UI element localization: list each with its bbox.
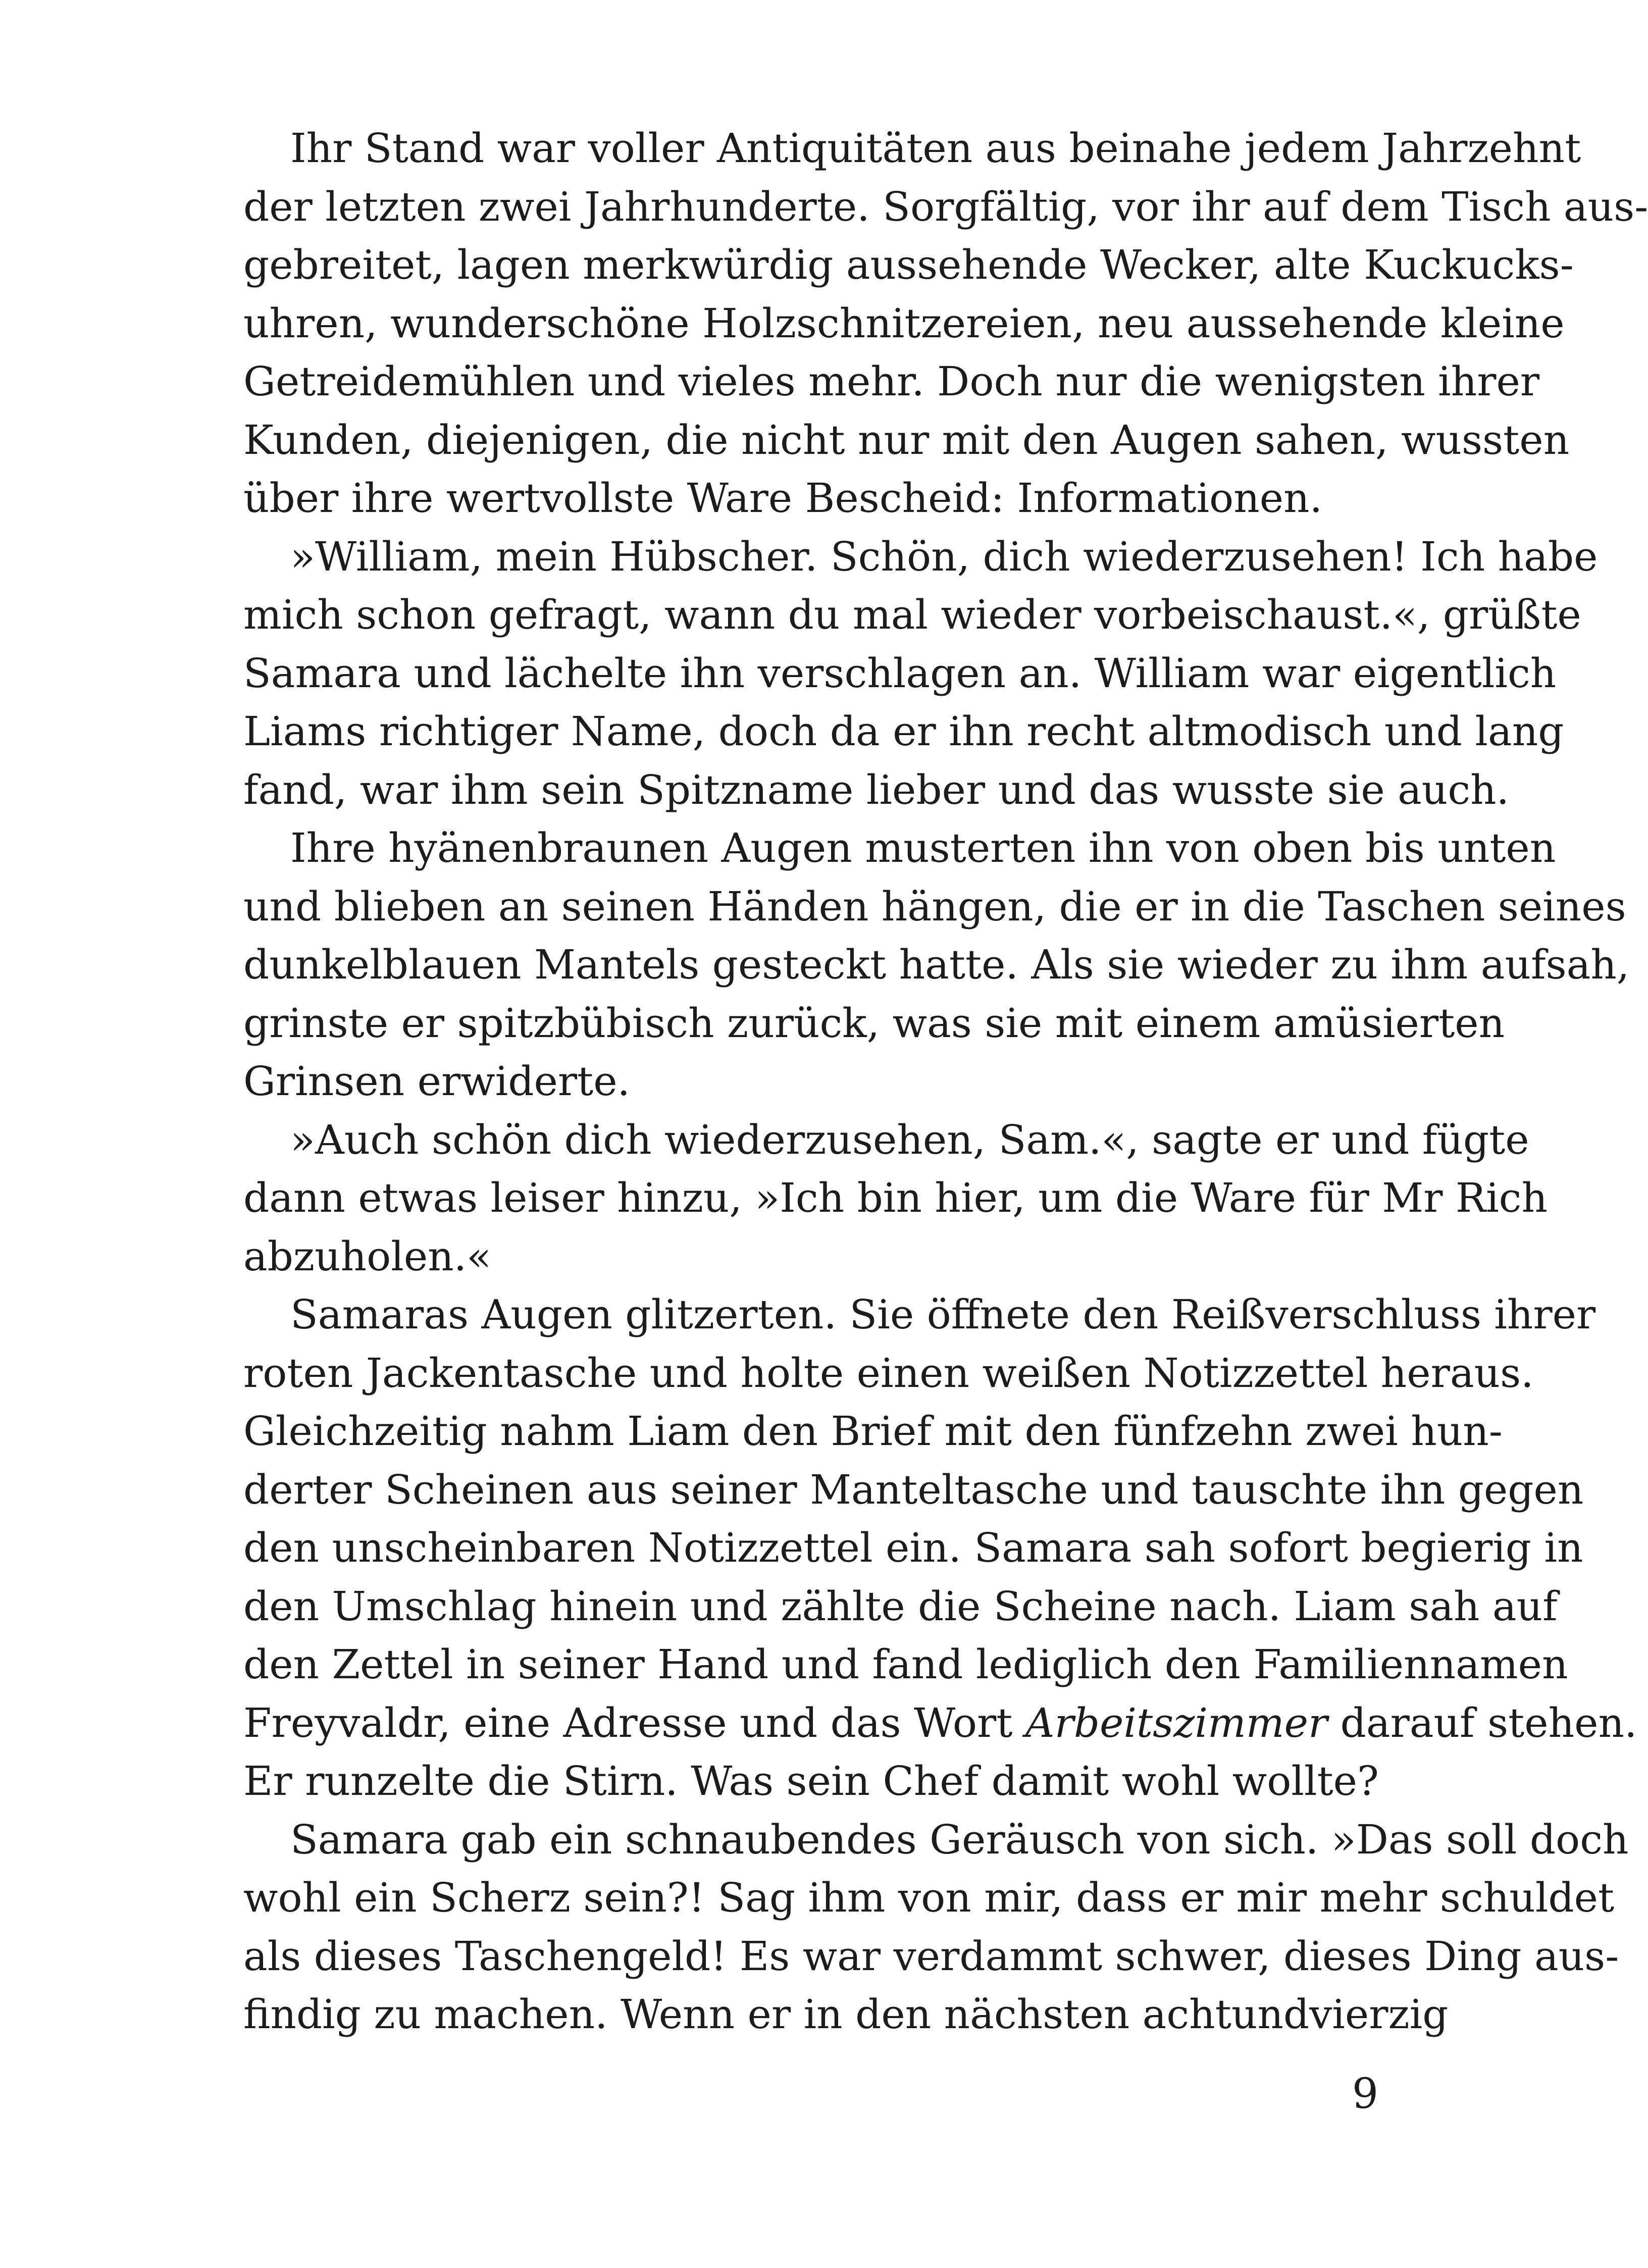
text-segment: Freyvaldr, eine Adresse und das Wort [243, 1699, 1025, 1746]
text-line: Samara und lächelte ihn verschlagen an. William war eigentlich [243, 649, 1557, 697]
text-line: mich schon gefragt, wann du mal wieder vorbeischaust.«, grüßte [243, 591, 1581, 638]
text-line: uhren, wunderschöne Holzschnitzereien, neu aussehende kleine [243, 299, 1565, 347]
text-line: »William, mein Hübscher. Schön, dich wiederzusehen! Ich habe [290, 533, 1598, 580]
text-line: als dieses Taschengeld! Es war verdammt schwer, dieses Ding aus- [243, 1932, 1619, 1980]
text-line: über ihre wertvollste Ware Bescheid: Informationen. [243, 475, 1323, 522]
paragraph-1 [243, 119, 1648, 528]
paragraph-2 [243, 528, 1598, 819]
text-line: Kunden, diejenigen, die nicht nur mit den Augen sahen, wussten [243, 416, 1570, 463]
text-line: fand, war ihm sein Spitzname lieber und das wusste sie auch. [243, 766, 1510, 813]
text-line: den Umschlag hinein und zählte die Scheine nach. Liam sah auf [243, 1582, 1558, 1630]
paragraph-4 [243, 1111, 1548, 1286]
text-line: Samaras Augen glitzerten. Sie öffnete den Reißverschluss ihrer [290, 1291, 1596, 1338]
text-line-with-italic [243, 1694, 1637, 1752]
text-line: grinste er spitzbübisch zurück, was sie mit einem amüsierten [243, 999, 1505, 1047]
page-number: 9 [1352, 2070, 1378, 2118]
text-line: findig zu machen. Wenn er in den nächsten achtundvierzig [243, 1991, 1449, 2038]
text-line: der letzten zwei Jahrhunderte. Sorgfältig, vor ihr auf dem Tisch aus- [243, 183, 1648, 230]
text-segment: darauf stehen. [1327, 1699, 1637, 1746]
text-line: den unscheinbaren Notizzettel ein. Samara sah sofort begierig in [243, 1524, 1583, 1571]
text-line: Grinsen erwiderte. [243, 1058, 630, 1105]
text-line: Ihre hyänenbraunen Augen musterten ihn von oben bis unten [290, 824, 1556, 871]
text-line: Ihr Stand war voller Antiquitäten aus beinahe jedem Jahrzehnt [290, 125, 1581, 172]
paragraph-5 [243, 1285, 1637, 1811]
text-line: roten Jackentasche und holte einen weißen Notizzettel heraus. [243, 1349, 1534, 1397]
paragraph-6 [243, 1811, 1629, 2044]
text-line: Getreidemühlen und vieles mehr. Doch nur die wenigsten ihrer [243, 358, 1540, 405]
text-line: Gleichzeitig nahm Liam den Brief mit den fünfzehn zwei hun- [243, 1408, 1503, 1455]
text-line: dunkelblauen Mantels gesteckt hatte. Als sie wieder zu ihm aufsah, [243, 941, 1630, 988]
text-line: derter Scheinen aus seiner Manteltasche und tauschte ihn gegen [243, 1466, 1584, 1513]
paragraph-3 [243, 819, 1630, 1111]
text-line: abzuholen.« [243, 1232, 492, 1280]
text-line: Samara gab ein schnaubendes Geräusch von sich. »Das soll doch [290, 1816, 1629, 1863]
text-line: wohl ein Scherz sein?! Sag ihm von mir, dass er mir mehr schuldet [243, 1874, 1615, 1921]
body-text [243, 119, 1648, 2044]
text-line: Er runzelte die Stirn. Was sein Chef damit wohl wollte? [243, 1758, 1379, 1805]
text-line: den Zettel in seiner Hand und fand lediglich den Familiennamen [243, 1641, 1568, 1688]
text-line: »Auch schön dich wiederzusehen, Sam.«, sagte er und fügte [290, 1116, 1529, 1163]
italic-word: Arbeitszimmer [1025, 1699, 1328, 1746]
text-line: und blieben an seinen Händen hängen, die er in die Taschen seines [243, 883, 1626, 930]
text-line: dann etwas leiser hinzu, »Ich bin hier, um die Ware für Mr Rich [243, 1174, 1548, 1221]
text-line: gebreitet, lagen merkwürdig aussehende Wecker, alte Kuckucks- [243, 241, 1574, 288]
text-line: Liams richtiger Name, doch da er ihn recht altmodisch und lang [243, 708, 1564, 755]
